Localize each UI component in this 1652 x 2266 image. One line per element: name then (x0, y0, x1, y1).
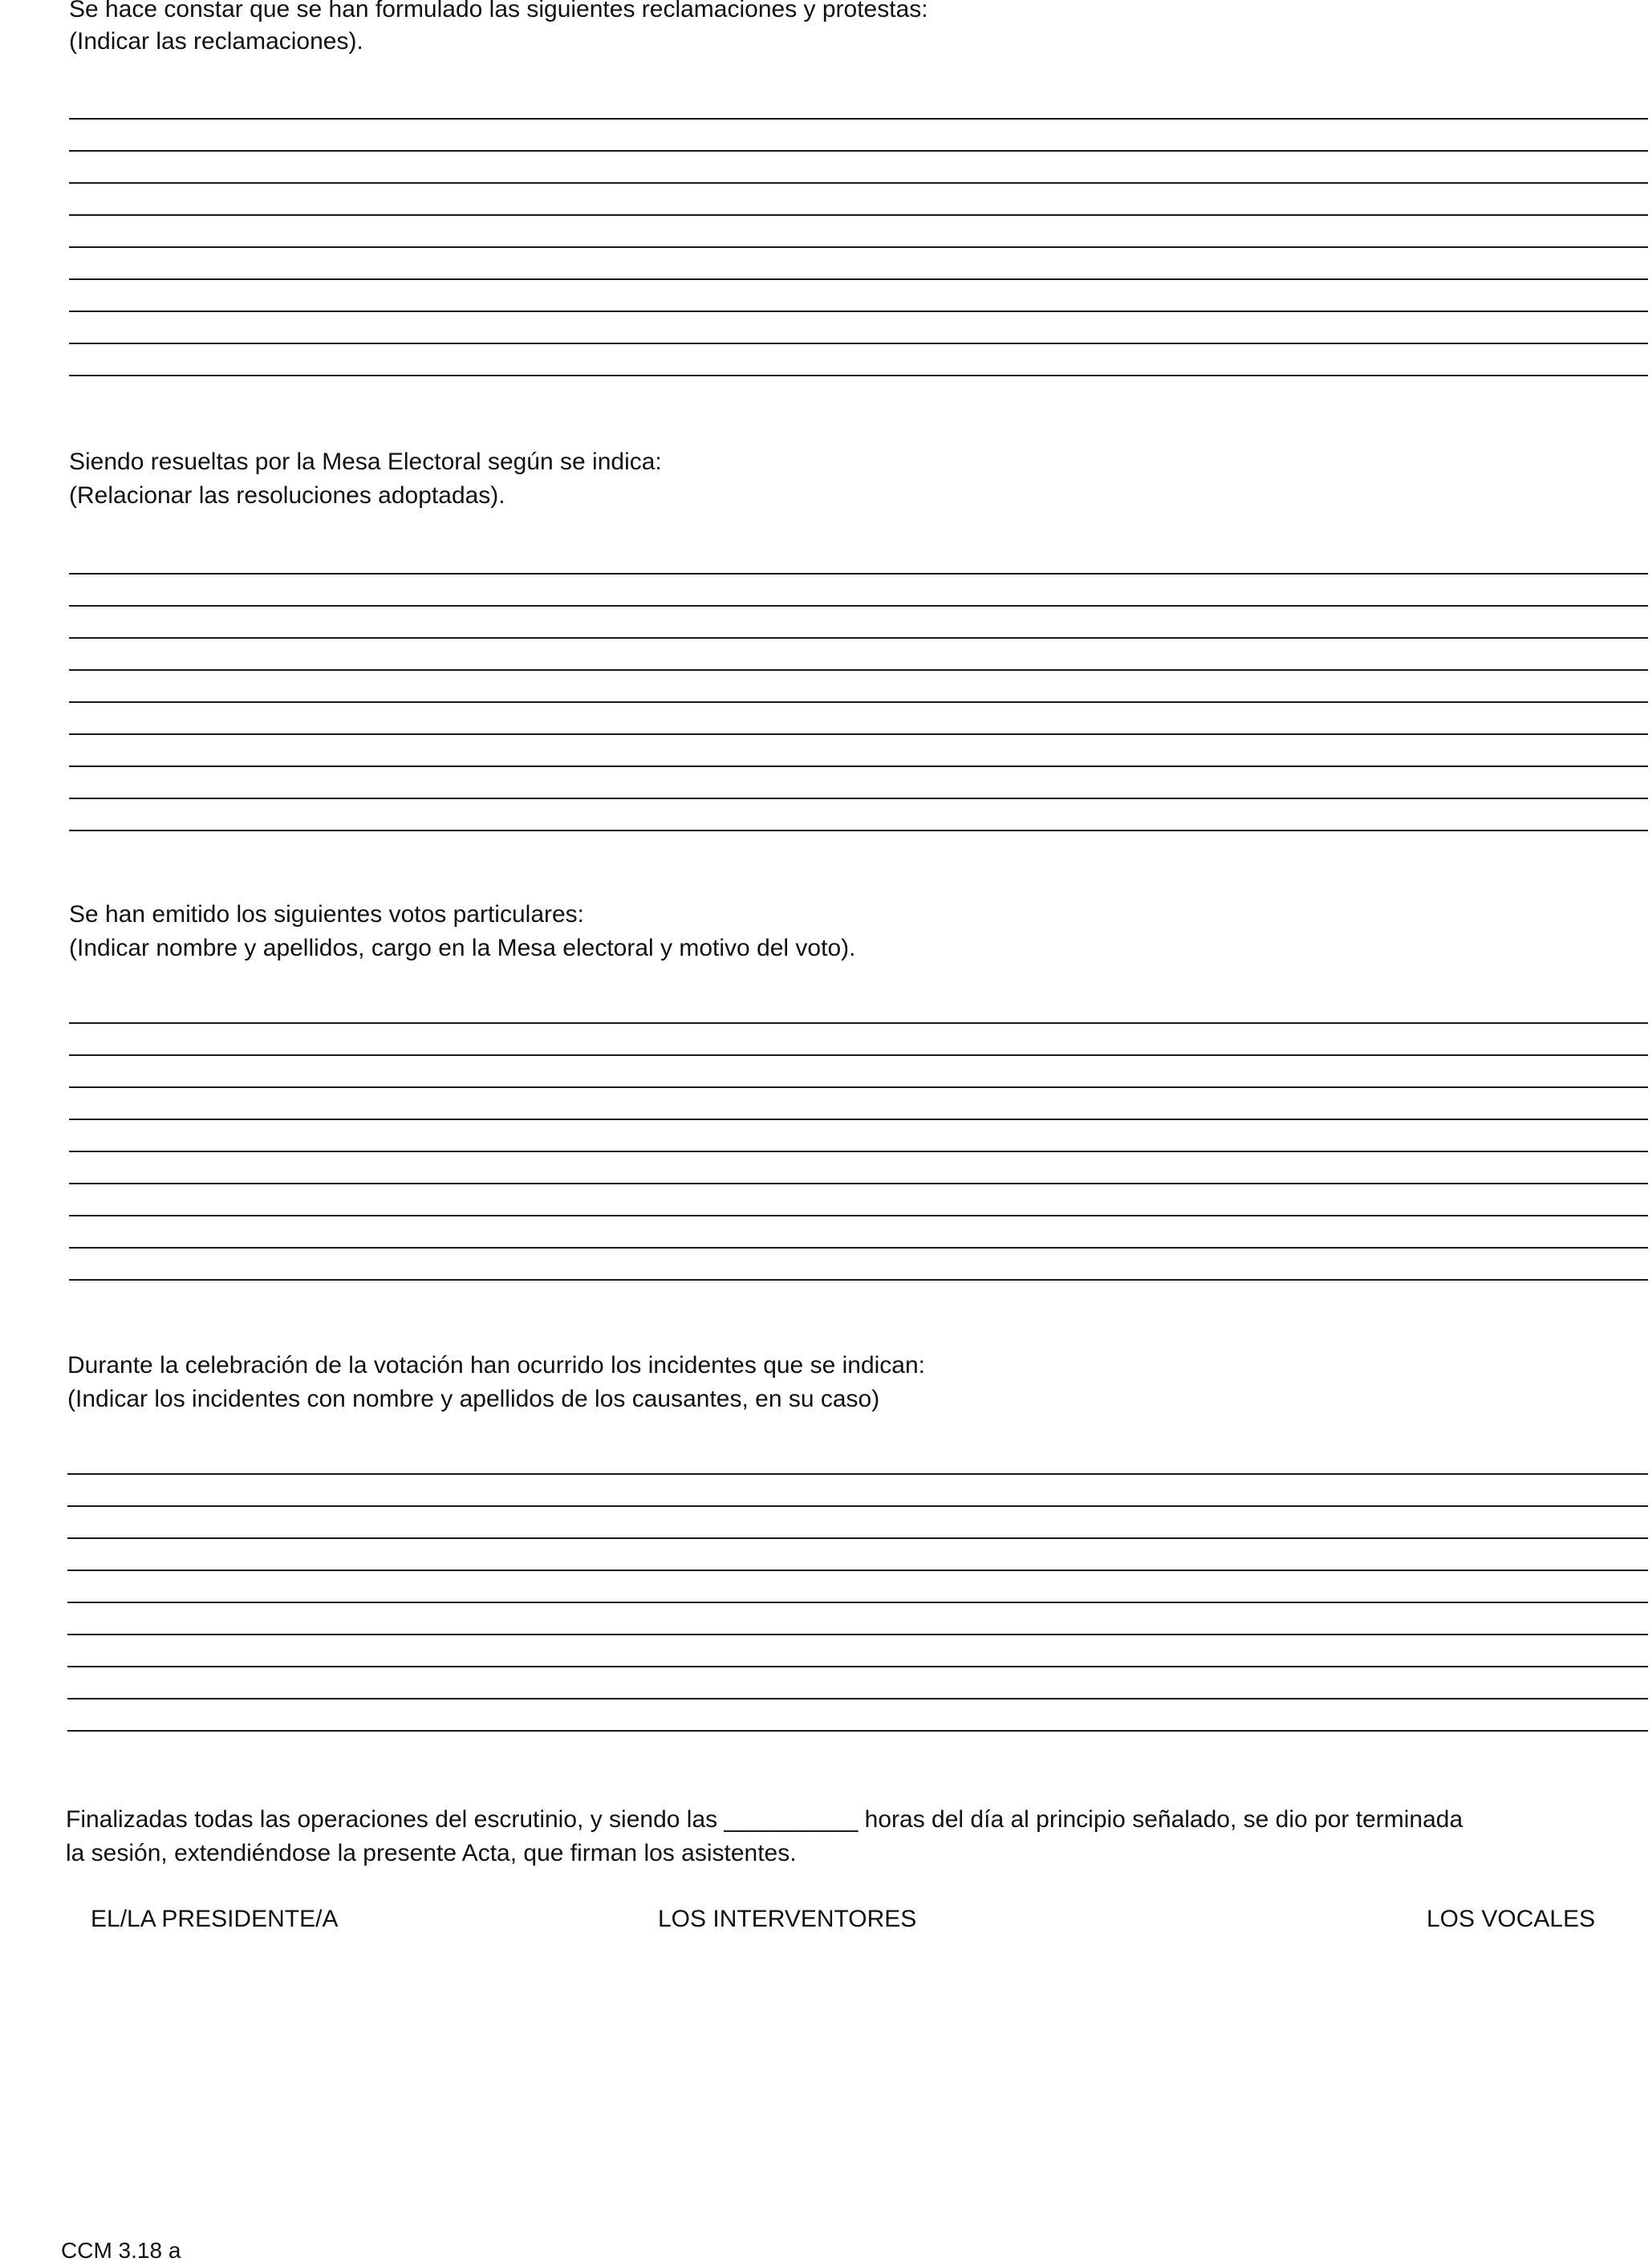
write-line[interactable] (69, 343, 1648, 344)
section-2-instruction: (Relacionar las resoluciones adoptadas). (69, 482, 505, 509)
closing-time-blank[interactable]: __________ (724, 1806, 858, 1833)
write-line[interactable] (67, 1698, 1648, 1700)
write-line[interactable] (69, 798, 1648, 799)
write-line[interactable] (69, 1215, 1648, 1216)
write-line[interactable] (69, 1279, 1648, 1281)
write-line[interactable] (67, 1666, 1648, 1667)
write-line[interactable] (69, 246, 1648, 248)
section-4-instruction: (Indicar los incidentes con nombre y apellidos de los causantes, en su caso) (67, 1386, 880, 1412)
section-1-instruction: (Indicar las reclamaciones). (69, 28, 363, 55)
write-line[interactable] (69, 605, 1648, 607)
write-line[interactable] (67, 1505, 1648, 1507)
write-line[interactable] (67, 1473, 1648, 1475)
section-2-heading: Siendo resueltas por la Mesa Electoral según se indica: (69, 449, 662, 475)
write-line[interactable] (69, 1183, 1648, 1184)
closing-line-1-before: Finalizadas todas las operaciones del escrutinio, y siendo las (66, 1806, 718, 1833)
write-line[interactable] (69, 830, 1648, 831)
write-line[interactable] (69, 311, 1648, 312)
write-line[interactable] (69, 733, 1648, 735)
signature-interventores: LOS INTERVENTORES (658, 1906, 917, 1932)
write-line[interactable] (67, 1570, 1648, 1571)
section-3-heading: Se han emitido los siguientes votos particulares: (69, 901, 585, 928)
write-line[interactable] (69, 150, 1648, 152)
form-code: CCM 3.18 a (61, 2238, 181, 2263)
write-line[interactable] (67, 1634, 1648, 1635)
write-line[interactable] (69, 375, 1648, 376)
write-line[interactable] (67, 1537, 1648, 1539)
write-line[interactable] (69, 182, 1648, 184)
write-line[interactable] (69, 765, 1648, 767)
write-line[interactable] (69, 701, 1648, 703)
closing-line-2: la sesión, extendiéndose la presente Acta, que firman los asistentes. (66, 1840, 797, 1866)
write-line[interactable] (69, 118, 1648, 120)
write-line[interactable] (69, 1022, 1648, 1024)
closing-line-1 (66, 1805, 1463, 1834)
write-line[interactable] (69, 278, 1648, 280)
section-3-instruction: (Indicar nombre y apellidos, cargo en la Mesa electoral y motivo del voto). (69, 935, 856, 961)
write-line[interactable] (69, 1247, 1648, 1249)
section-1-heading: Se hace constar que se han formulado las siguientes reclamaciones y protestas: (69, 0, 928, 22)
write-line[interactable] (69, 214, 1648, 216)
write-line[interactable] (69, 1054, 1648, 1056)
signature-president: EL/LA PRESIDENTE/A (91, 1906, 339, 1932)
signature-vocales: LOS VOCALES (1427, 1906, 1596, 1932)
section-4-heading: Durante la celebración de la votación han ocurrido los incidentes que se indican: (67, 1352, 925, 1379)
write-line[interactable] (69, 1119, 1648, 1120)
closing-line-1-after: horas del día al principio señalado, se dio por terminada (864, 1806, 1463, 1833)
write-line[interactable] (69, 1086, 1648, 1088)
write-line[interactable] (69, 637, 1648, 639)
write-line[interactable] (69, 1151, 1648, 1152)
write-line[interactable] (69, 669, 1648, 671)
write-line[interactable] (69, 573, 1648, 575)
write-line[interactable] (67, 1730, 1648, 1732)
write-line[interactable] (67, 1602, 1648, 1603)
